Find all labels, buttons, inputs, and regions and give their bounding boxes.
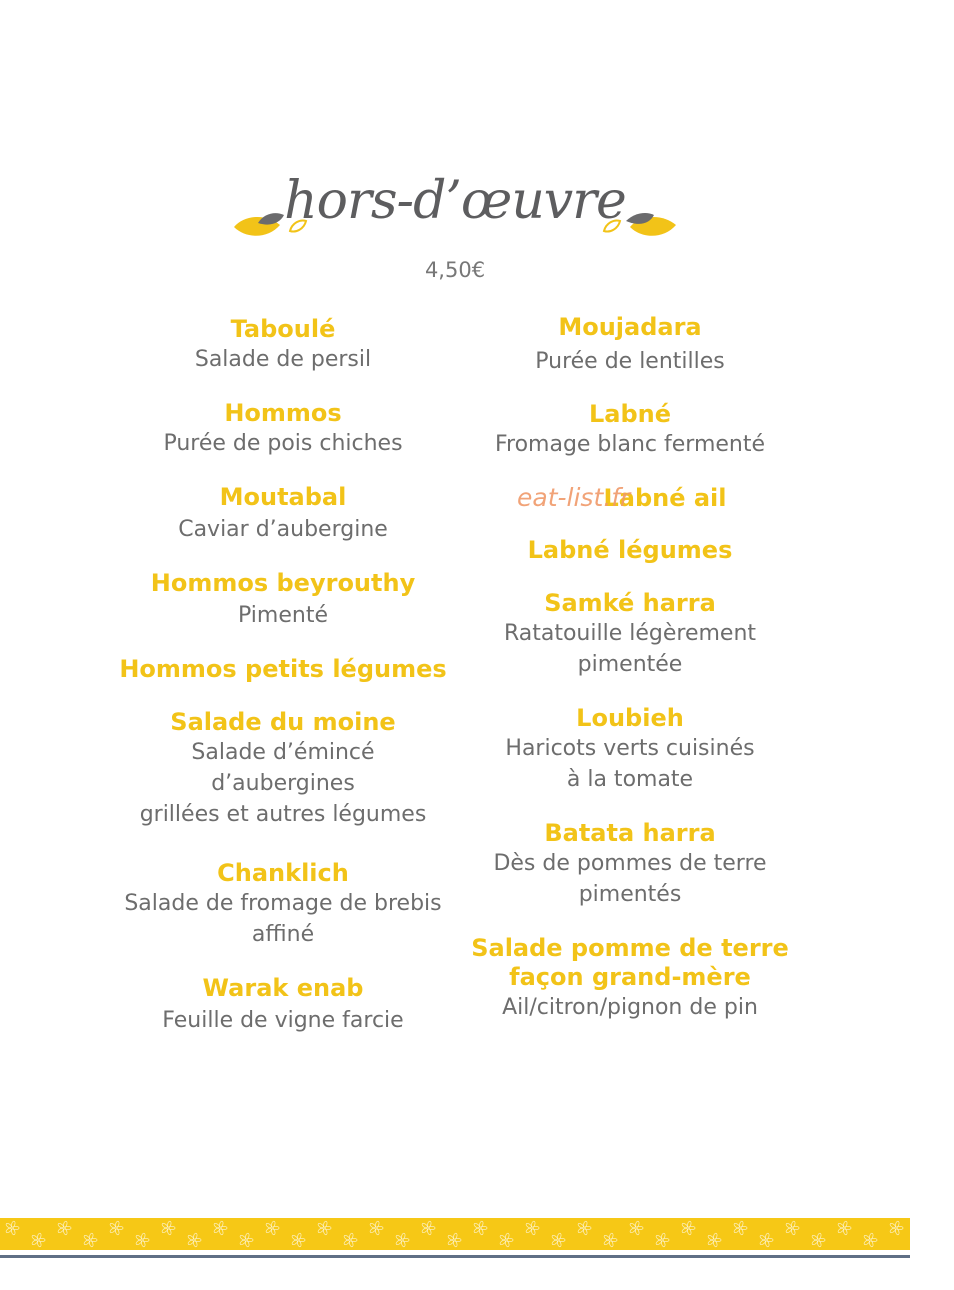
dish-name: Samké harra xyxy=(544,589,716,617)
dish-description: grillées et autres légumes xyxy=(139,802,427,827)
dish-name: Salade du moine xyxy=(170,708,396,736)
dish-description: pimentée xyxy=(577,652,683,677)
price-label: 4,50€ xyxy=(424,258,486,282)
dish-description: affiné xyxy=(251,922,315,947)
dish-description: Purée de pois chiches xyxy=(163,431,403,456)
flower-pattern-icon xyxy=(0,1218,910,1250)
dish-description: à la tomate xyxy=(566,767,694,792)
menu-item xyxy=(103,568,463,631)
menu-item xyxy=(450,588,810,680)
page-title: hors-d’œuvre xyxy=(284,171,626,231)
footer-divider xyxy=(0,1255,910,1258)
menu-header xyxy=(0,165,954,245)
watermark: eat-list.fr xyxy=(517,483,631,512)
dish-description: Salade de persil xyxy=(194,347,372,372)
dish-name: Chanklich xyxy=(217,859,349,887)
dish-name: Hommos beyrouthy xyxy=(150,569,416,597)
dish-description: Caviar d’aubergine xyxy=(178,517,388,542)
dish-description: Feuille de vigne farcie xyxy=(162,1008,404,1033)
menu-item xyxy=(450,312,810,377)
dish-description: Salade de fromage de brebis xyxy=(124,891,442,916)
menu-item xyxy=(83,654,483,684)
menu-item xyxy=(103,973,463,1036)
menu-item xyxy=(103,314,463,375)
dish-description: Dès de pommes de terre xyxy=(493,851,767,876)
dish-name: Labné légumes xyxy=(527,536,733,564)
dish-name: Batata harra xyxy=(544,819,716,847)
footer-pattern xyxy=(0,1218,910,1250)
dish-name: Labné xyxy=(588,400,672,428)
dish-name: Labné ail xyxy=(603,484,727,512)
dish-name: Moujadara xyxy=(558,313,702,341)
menu-item xyxy=(450,535,810,565)
dish-description: Pimenté xyxy=(238,603,328,628)
menu-item xyxy=(450,703,810,795)
dish-description: pimentés xyxy=(578,882,682,907)
dish-name: Warak enab xyxy=(202,974,364,1002)
menu-item xyxy=(83,707,483,830)
leaf-decoration-icon xyxy=(600,205,680,245)
dish-name: Taboulé xyxy=(230,315,336,343)
dish-description: Haricots verts cuisinés xyxy=(505,736,755,761)
dish-description: d’aubergines xyxy=(211,771,355,796)
dish-name: Salade pomme de terre façon grand-mère xyxy=(471,934,789,991)
dish-name: Moutabal xyxy=(219,483,347,511)
menu-item xyxy=(450,818,810,910)
menu-item xyxy=(450,399,810,460)
dish-name: Hommos petits légumes xyxy=(119,655,447,683)
dish-description: Salade d’émincé xyxy=(191,740,375,765)
dish-name: Hommos xyxy=(224,399,342,427)
menu-item xyxy=(103,398,463,459)
dish-description: Ail/citron/pignon de pin xyxy=(502,995,758,1020)
dish-description: Fromage blanc fermenté xyxy=(494,432,766,457)
dish-name: Loubieh xyxy=(576,704,684,732)
menu-item xyxy=(83,858,483,950)
dish-description: Purée de lentilles xyxy=(535,349,725,374)
menu-item xyxy=(103,482,463,545)
menu-item xyxy=(430,934,830,1023)
dish-description: Ratatouille légèrement xyxy=(503,621,757,646)
